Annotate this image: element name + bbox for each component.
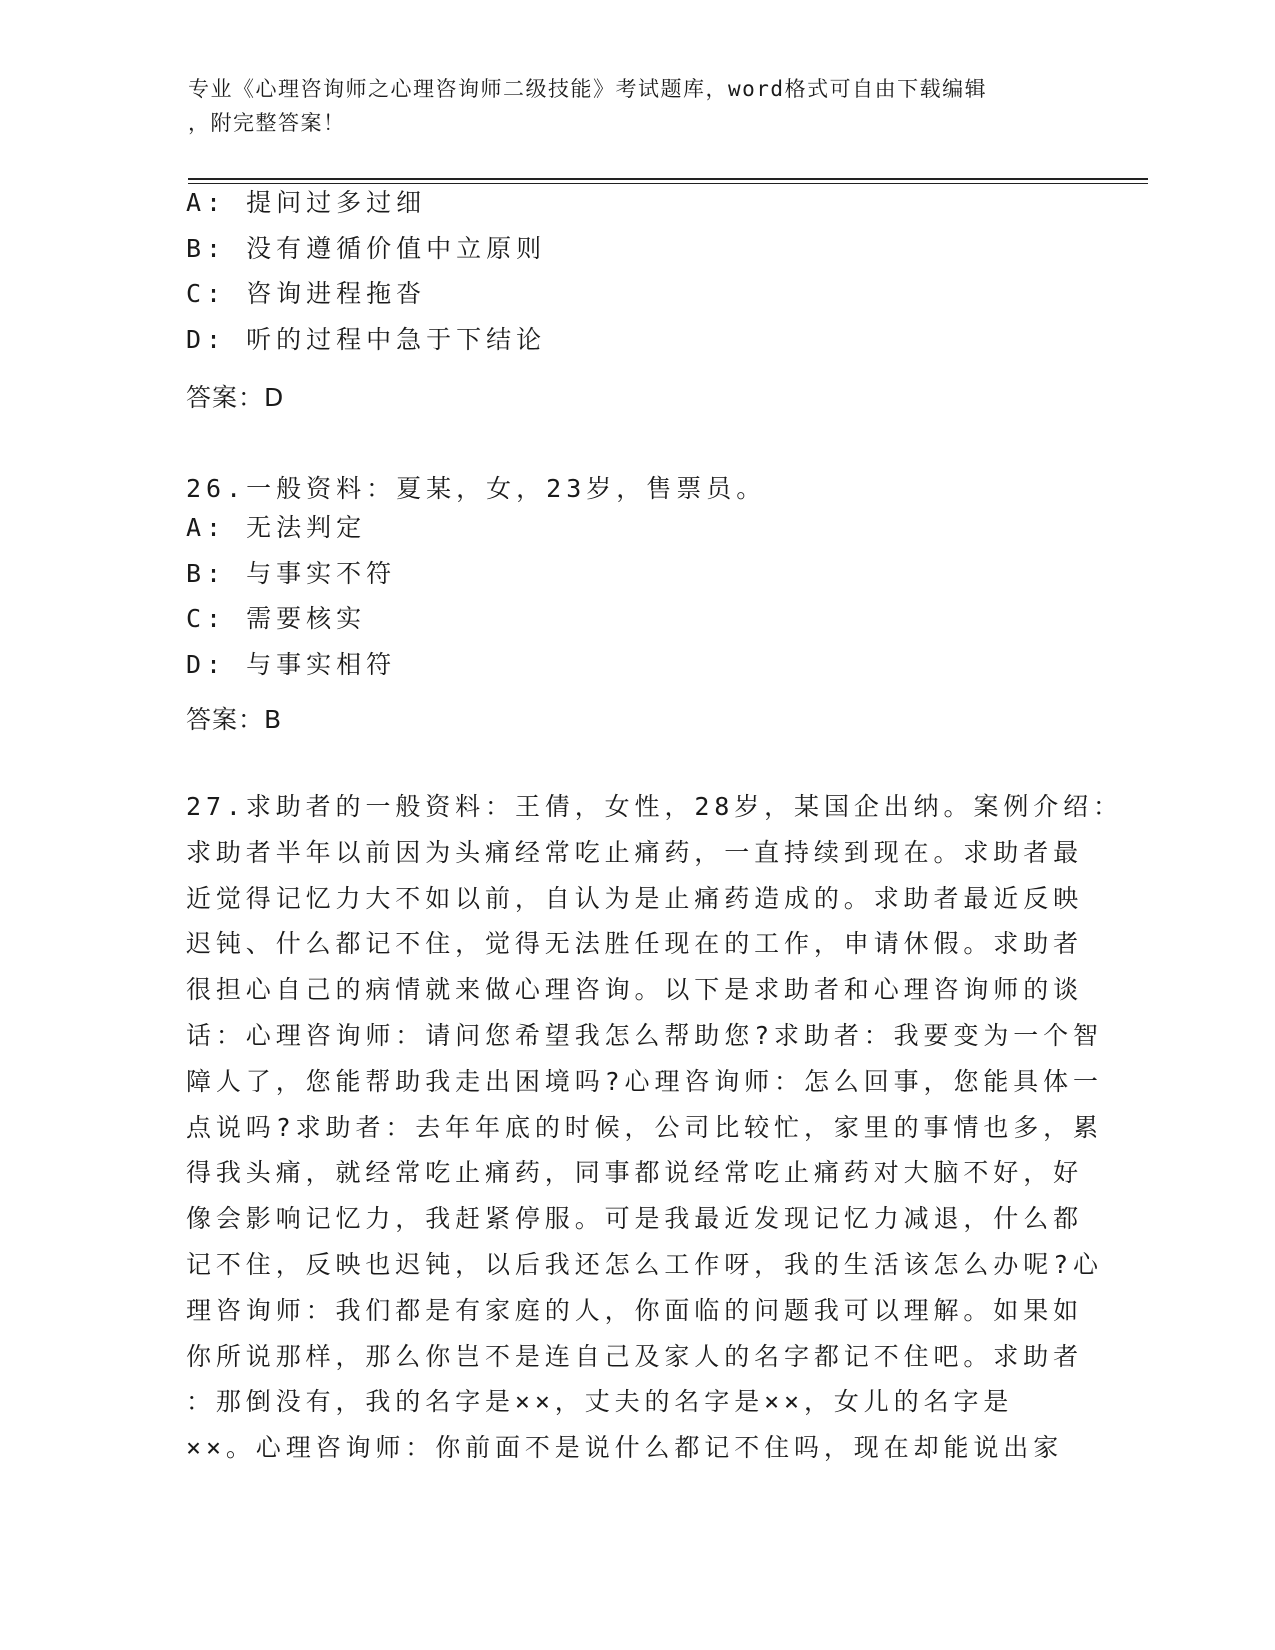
q27-line: 得我头痛，就经常吃止痛药，同事都说经常吃止痛药对大脑不好，好: [186, 1158, 1084, 1188]
q25-option-d: D: 听的过程中急于下结论: [186, 324, 547, 354]
q26-option-c: C: 需要核实: [186, 604, 367, 633]
q27-line: 障人了，您能帮助我走出困境吗?心理咨询师：怎么回事，您能具体一: [186, 1066, 1103, 1096]
q25-option-b: B: 没有遵循价值中立原则: [186, 233, 547, 263]
q27-line: 理咨询师：我们都是有家庭的人，你面临的问题我可以理解。如果如: [186, 1295, 1084, 1325]
q25-option-c: C: 咨询进程拖沓: [186, 279, 427, 308]
document-header: [188, 72, 1068, 140]
header-line-1: 专业《心理咨询师之心理咨询师二级技能》考试题库，word格式可自由下载编辑: [188, 77, 988, 101]
q27-line: 近觉得记忆力大不如以前，自认为是止痛药造成的。求助者最近反映: [186, 883, 1084, 913]
q27-line: ××。心理咨询师：你前面不是说什么都记不住吗，现在却能说出家: [186, 1433, 1064, 1463]
q26-option-a: A: 无法判定: [186, 513, 367, 542]
header-line-2: ，附完整答案！: [188, 111, 346, 135]
q27-line: 求助者半年以前因为头痛经常吃止痛药，一直持续到现在。求助者最: [186, 837, 1084, 867]
q27-line: 像会影响记忆力，我赶紧停服。可是我最近发现记忆力减退，什么都: [186, 1204, 1084, 1234]
q26-answer: 答案：B: [186, 705, 283, 734]
q25-answer: 答案：D: [186, 383, 285, 412]
q26-options: [186, 505, 396, 687]
q27-line: 27.求助者的一般资料：王倩，女性，28岁，某国企出纳。案例介绍：: [186, 792, 1123, 821]
q27-line: 很担心自己的病情就来做心理咨询。以下是求助者和心理咨询师的谈: [186, 975, 1084, 1005]
q25-option-a: A: 提问过多过细: [186, 188, 427, 217]
q27-line: 点说吗?求助者：去年年底的时候，公司比较忙，家里的事情也多，累: [186, 1112, 1103, 1142]
q27-line: 迟钝、什么都记不住，觉得无法胜任现在的工作，申请休假。求助者: [186, 929, 1084, 959]
q26-option-b: B: 与事实不符: [186, 558, 397, 588]
q27-line: 记不住，反映也迟钝，以后我还怎么工作呀，我的生活该怎么办呢?心: [186, 1249, 1103, 1279]
q27-line: 你所说那样，那么你岂不是连自己及家人的名字都记不住吧。求助者: [186, 1341, 1084, 1371]
q27-line: 话：心理咨询师：请问您希望我怎么帮助您?求助者：我要变为一个智: [186, 1020, 1103, 1050]
q26-stem: 26.一般资料：夏某，女，23岁，售票员。: [186, 474, 767, 503]
q27-case-text: [186, 784, 1123, 1471]
q25-options: [186, 180, 546, 362]
q26-option-d: D: 与事实相符: [186, 649, 397, 679]
q27-line: ：那倒没有，我的名字是××，丈夫的名字是××，女儿的名字是: [186, 1387, 1014, 1417]
